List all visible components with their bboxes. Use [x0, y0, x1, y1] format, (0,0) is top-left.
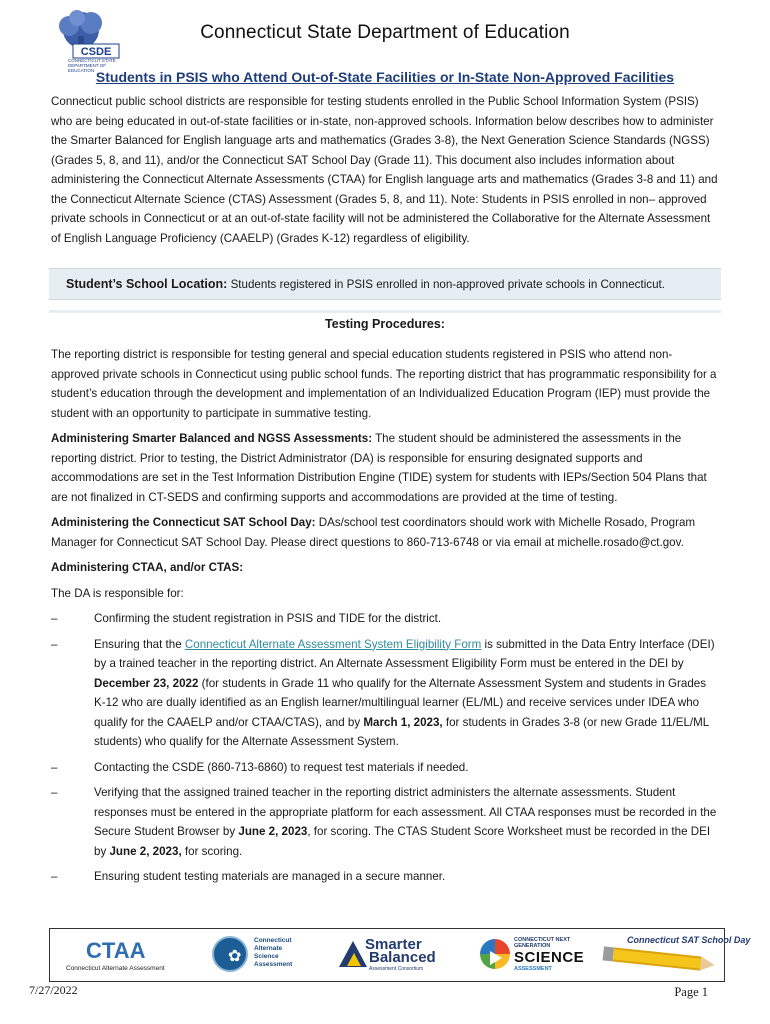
- page-number: Page 1: [674, 985, 708, 999]
- list-item: – Contacting the CSDE (860-713-6860) to request test materials if needed.: [51, 760, 469, 774]
- ctas-logo: ✿ Connecticut Alternate Science Assessment: [208, 935, 308, 975]
- ngss-logo: CONNECTICUT NEXT GENERATION SCIENCE ASSESSMENT: [480, 935, 580, 975]
- testing-procedures-body: [51, 345, 719, 893]
- document-title: Students in PSIS who Attend Out-of-State Facilities or In-State Non-Approved Facilities: [95, 69, 675, 85]
- list-item: – Ensuring that the Connecticut Alternate Assessment System Eligibility Form is submitted in the Data Entry Interface (DEI) by a trained teacher in the reporting district. An Alternate Assessment Eligibility Form must be entered in the DEI by December 23, 2022 (for students in Grade 11 who qualify for the Alternate Assessment System and students in Grades K-12 who are dually identified as an English learner/multilingual learner (EL/ML) and receive services under IDEA who qualify for the CAAELP and/or CTAA/CTAS), and by March 1, 2023, for students in Grades 3-8 (or new Grade 11/EL/ML students) who qualify for the Alternate Assessment System.: [51, 637, 715, 748]
- department-title: Connecticut State Department of Education: [200, 22, 570, 43]
- list-item: – Verifying that the assigned trained teacher in the reporting district administers the alternate assessments. Student responses must be entered in the appropriate platform for each assessment. All CTAA responses must be recorded in the Secure Student Browser by June 2, 2023, for scoring. The CTAS Student Score Worksheet must be recorded in the DEI by June 2, 2023, for scoring.: [51, 786, 717, 858]
- smarter-balanced-logo: Smarter Balanced Assessment Consortium: [335, 935, 445, 975]
- da-intro: The DA is responsible for:: [51, 586, 184, 600]
- eligibility-form-link[interactable]: Connecticut Alternate Assessment System Eligibility Form: [184, 637, 482, 651]
- sat-paragraph: Administering the Connecticut SAT School Day: DAs/school test coordinators should work with Michelle Rosado, Program Manager for Connecticut SAT School Day. Please direct questions to 860-713-6748 or via email at michelle.rosado@ct.gov.: [51, 516, 696, 549]
- list-item: – Ensuring student testing materials are managed in a secure manner.: [51, 870, 446, 883]
- assessment-logos-footer: [49, 928, 751, 982]
- testing-intro-paragraph: The reporting district is responsible for testing general and special education students registered in PSIS who attend non-approved private schools in Connecticut using public school funds. The reporting district that has programmatic responsibility for a student’s education through the development and implementation of an Individualized Education Program (IEP) must provide the student with an opportunity to participate in summative testing.: [51, 348, 717, 420]
- play-circle-icon: [480, 939, 510, 969]
- section-divider: [49, 310, 721, 313]
- leaf-icon: ✿: [228, 948, 242, 965]
- school-location-text: Students registered in PSIS enrolled in non-approved private schools in Connecticut.: [230, 278, 665, 291]
- ctaa-logo: CTAA Connecticut Alternate Assessment: [66, 938, 165, 972]
- school-location-label: Student’s School Location:: [66, 277, 228, 291]
- school-location-box: [49, 268, 721, 300]
- da-responsibilities-list: [51, 609, 719, 887]
- smarter-balanced-paragraph: Administering Smarter Balanced and NGSS Assessments: The student should be administered the assessments in the reporting district. Prior to testing, the District Administrator (DA) is responsible for ensuring designated supports and accommodations are set in the Test Information Distribution Engine (TIDE) system for students with IEPs/Section 504 Plans that are not finalized in CT-SEDS and confirming supports and accommodations are provided at the time of testing.: [51, 432, 707, 504]
- testing-procedures-heading: Testing Procedures:: [325, 317, 445, 331]
- list-item: – Confirming the student registration in PSIS and TIDE for the district.: [51, 612, 442, 625]
- logo-text: CSDE: [80, 46, 112, 58]
- ctas-circle-icon: [212, 936, 248, 972]
- ct-sat-school-day-logo: Connecticut SAT School Day: [605, 935, 717, 975]
- ctaa-heading: Administering CTAA, and/or CTAS:: [51, 561, 244, 574]
- pencil-icon: [613, 947, 702, 970]
- intro-paragraph: Connecticut public school districts are responsible for testing students enrolled in the Public School Information System (PSIS) who are being educated in out-of-state facilities or in-state, non-approved schools. Information below describes how to administer the Smarter Balanced for English language arts and mathematics (Grades 3-8), the Next Generation Science Standards (NGSS) (Grades 5, 8, and 11), and/or the Connecticut SAT School Day (Grade 11). This document also includes information about administering the Connecticut Alternate Assessments (CTAA) for English language arts and mathematics (Grades 3-8 and 11) and the Connecticut Alternate Science (CTAS) Assessment (Grades 5, 8, and 11). Note: Students in PSIS enrolled in non– approved private schools in Connecticut or at an out-of-state facility will not be administered the Collaborative for the Alternate Assessment of English Language Proficiency (CAAELP) (Grades K-12) regardless of eligibility.: [51, 95, 718, 245]
- document-date: 7/27/2022: [29, 983, 78, 997]
- logo-subtext: CONNECTICUT STATE DEPARTMENT OF EDUCATION: [68, 58, 116, 73]
